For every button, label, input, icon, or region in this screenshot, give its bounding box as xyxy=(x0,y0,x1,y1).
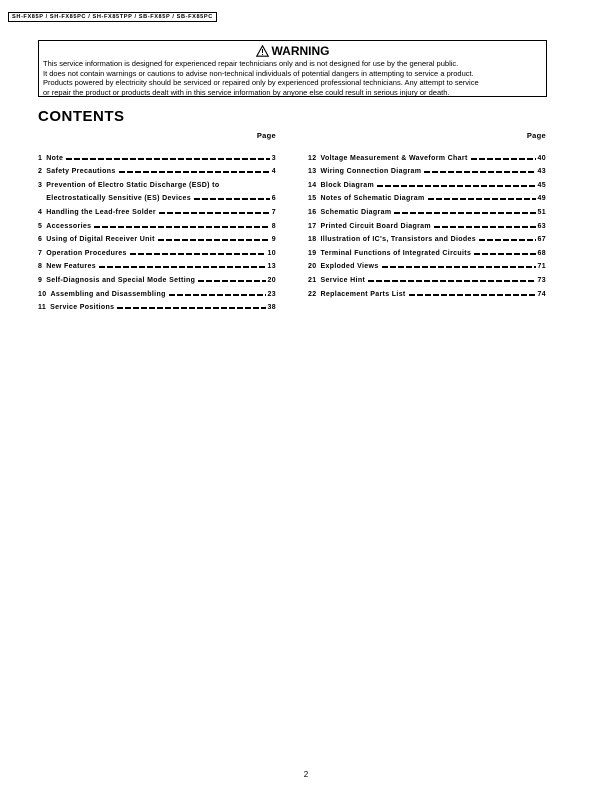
toc-title: Exploded Views xyxy=(320,263,379,271)
warning-line: It does not contain warnings or cautions to advise non-technical individuals of potential dangers in attempting to service a product. xyxy=(43,68,474,78)
toc-page: 43 xyxy=(537,168,546,176)
dot-leader xyxy=(409,294,536,296)
toc-number: 7 xyxy=(38,249,43,257)
toc-page: 49 xyxy=(537,195,546,203)
toc-title: Assembling and Disassembling xyxy=(50,290,166,298)
dot-leader xyxy=(99,266,266,268)
dot-leader xyxy=(222,185,274,187)
toc-entry[interactable] xyxy=(38,298,276,312)
toc-entry[interactable] xyxy=(38,189,276,203)
toc-title: Notes of Schematic Diagram xyxy=(320,195,425,203)
toc-page: 7 xyxy=(271,208,276,216)
toc-entry[interactable] xyxy=(38,175,276,189)
toc-title: Electrostatically Sensitive (ES) Devices xyxy=(46,195,191,203)
model-codes-label: SH-FX85P / SH-FX85PC / SH-FX85TPP / SB-FX85P / SB-FX85PC xyxy=(8,12,217,22)
dot-leader xyxy=(368,280,535,282)
dot-leader xyxy=(198,280,265,282)
toc-page: 38 xyxy=(267,304,276,312)
toc-entry[interactable] xyxy=(38,284,276,298)
toc-page: 67 xyxy=(537,236,546,244)
toc-page: 3 xyxy=(271,154,276,162)
dot-leader xyxy=(474,253,535,255)
toc-page: 71 xyxy=(537,263,546,271)
warning-line: or repair the product or products dealt with in this service information by anyone else could result in serious injury or death. xyxy=(43,87,450,97)
toc-entry[interactable] xyxy=(308,257,546,271)
toc-entry[interactable] xyxy=(308,284,546,298)
toc-title: Block Diagram xyxy=(320,181,375,189)
dot-leader xyxy=(119,171,270,173)
toc-title: Schematic Diagram xyxy=(320,208,392,216)
dot-leader xyxy=(117,307,265,309)
dot-leader xyxy=(377,185,535,187)
toc-title: Operation Procedures xyxy=(46,249,127,257)
toc-entry[interactable] xyxy=(308,270,546,284)
dot-leader xyxy=(471,158,536,160)
toc-number: 2 xyxy=(38,168,43,176)
toc-page: 40 xyxy=(537,154,546,162)
warning-line: This service information is designed for experienced repair technicians only and is not designed for use by the general public. xyxy=(43,59,459,68)
toc-page: 68 xyxy=(537,249,546,257)
toc-title: Accessories xyxy=(46,222,92,230)
warning-line: Products powered by electricity should be serviced or repaired only by experienced professional technicians. Any attempt to service xyxy=(43,78,479,88)
toc-title: Illustration of IC's, Transistors and Diodes xyxy=(320,236,477,244)
toc-number: 22 xyxy=(308,290,317,298)
toc-title: Voltage Measurement & Waveform Chart xyxy=(320,154,468,162)
toc-entry[interactable] xyxy=(308,243,546,257)
toc-number: 8 xyxy=(38,263,43,271)
dot-leader xyxy=(130,253,266,255)
warning-heading xyxy=(43,44,542,57)
toc-page: 20 xyxy=(267,276,276,284)
toc-entry[interactable] xyxy=(38,216,276,230)
contents-heading: CONTENTS xyxy=(38,108,125,125)
toc-page: 9 xyxy=(271,236,276,244)
toc-entry[interactable] xyxy=(38,162,276,176)
toc-number: 4 xyxy=(38,208,43,216)
toc-page: 13 xyxy=(267,263,276,271)
toc-entry[interactable] xyxy=(38,148,276,162)
toc-page: 23 xyxy=(267,290,276,298)
toc-page: 8 xyxy=(271,222,276,230)
toc-page: 74 xyxy=(537,290,546,298)
dot-leader xyxy=(94,226,269,228)
toc-number: 12 xyxy=(308,154,317,162)
toc-page: 4 xyxy=(271,168,276,176)
toc-entry[interactable] xyxy=(308,189,546,203)
dot-leader xyxy=(169,294,266,296)
toc-column-right xyxy=(308,131,546,298)
toc-number: 21 xyxy=(308,276,317,284)
toc-number: 20 xyxy=(308,263,317,271)
toc-number: 9 xyxy=(38,276,43,284)
toc-title: Printed Circuit Board Diagram xyxy=(320,222,432,230)
toc-page: 63 xyxy=(537,222,546,230)
toc-number: 1 xyxy=(38,154,43,162)
page-number: 2 xyxy=(303,770,309,779)
dot-leader xyxy=(194,198,270,200)
dot-leader xyxy=(158,239,270,241)
toc-number: 15 xyxy=(308,195,317,203)
toc-entry[interactable] xyxy=(38,202,276,216)
dot-leader xyxy=(479,239,535,241)
toc-entry[interactable] xyxy=(308,162,546,176)
toc-entry[interactable] xyxy=(308,216,546,230)
warning-box xyxy=(38,40,547,97)
toc-title: Replacement Parts List xyxy=(320,290,406,298)
toc-title: New Features xyxy=(46,263,96,271)
dot-leader xyxy=(382,266,536,268)
toc-number: 14 xyxy=(308,181,317,189)
toc-entry[interactable] xyxy=(38,243,276,257)
page-column-label: Page xyxy=(256,131,276,140)
toc-title: Service Positions xyxy=(50,304,115,312)
dot-leader xyxy=(424,171,535,173)
toc-title: Service Hint xyxy=(320,276,366,284)
toc-number: 16 xyxy=(308,208,317,216)
toc-title: Using of Digital Receiver Unit xyxy=(46,236,155,244)
toc-entry[interactable] xyxy=(308,202,546,216)
toc-page: 6 xyxy=(271,195,276,203)
toc-page: 10 xyxy=(267,249,276,257)
page-column-label: Page xyxy=(526,131,546,140)
toc-number: 19 xyxy=(308,249,317,257)
toc-number: 11 xyxy=(38,304,47,312)
toc-title: Note xyxy=(46,154,64,162)
toc-number: 6 xyxy=(38,236,43,244)
toc-number: 10 xyxy=(38,290,47,298)
toc-entry[interactable] xyxy=(38,230,276,244)
toc-title: Prevention of Electro Static Discharge (ESD) to xyxy=(46,181,220,189)
toc-entry[interactable] xyxy=(38,257,276,271)
dot-leader xyxy=(434,226,535,228)
dot-leader xyxy=(394,212,535,214)
toc-number: 5 xyxy=(38,222,43,230)
toc-title: Wiring Connection Diagram xyxy=(320,168,422,176)
dot-leader xyxy=(159,212,270,214)
toc-number: 13 xyxy=(308,168,317,176)
warning-triangle-icon xyxy=(256,45,269,57)
toc-number: 17 xyxy=(308,222,317,230)
toc-entry[interactable] xyxy=(308,175,546,189)
toc-number: 3 xyxy=(38,181,43,189)
dot-leader xyxy=(66,158,270,160)
toc-entry[interactable] xyxy=(308,230,546,244)
dot-leader xyxy=(428,198,536,200)
toc-entry[interactable] xyxy=(308,148,546,162)
toc-title: Handling the Lead-free Solder xyxy=(46,208,156,216)
toc-title: Self-Diagnosis and Special Mode Setting xyxy=(46,276,196,284)
warning-title: WARNING xyxy=(271,43,330,58)
toc-page: 45 xyxy=(537,181,546,189)
toc-entry[interactable] xyxy=(38,270,276,284)
toc-column-left xyxy=(38,131,276,311)
toc-page: 73 xyxy=(537,276,546,284)
toc-page: 51 xyxy=(537,208,546,216)
toc-title: Terminal Functions of Integrated Circuits xyxy=(320,249,472,257)
toc-number: 18 xyxy=(308,236,317,244)
toc-title: Safety Precautions xyxy=(46,168,116,176)
